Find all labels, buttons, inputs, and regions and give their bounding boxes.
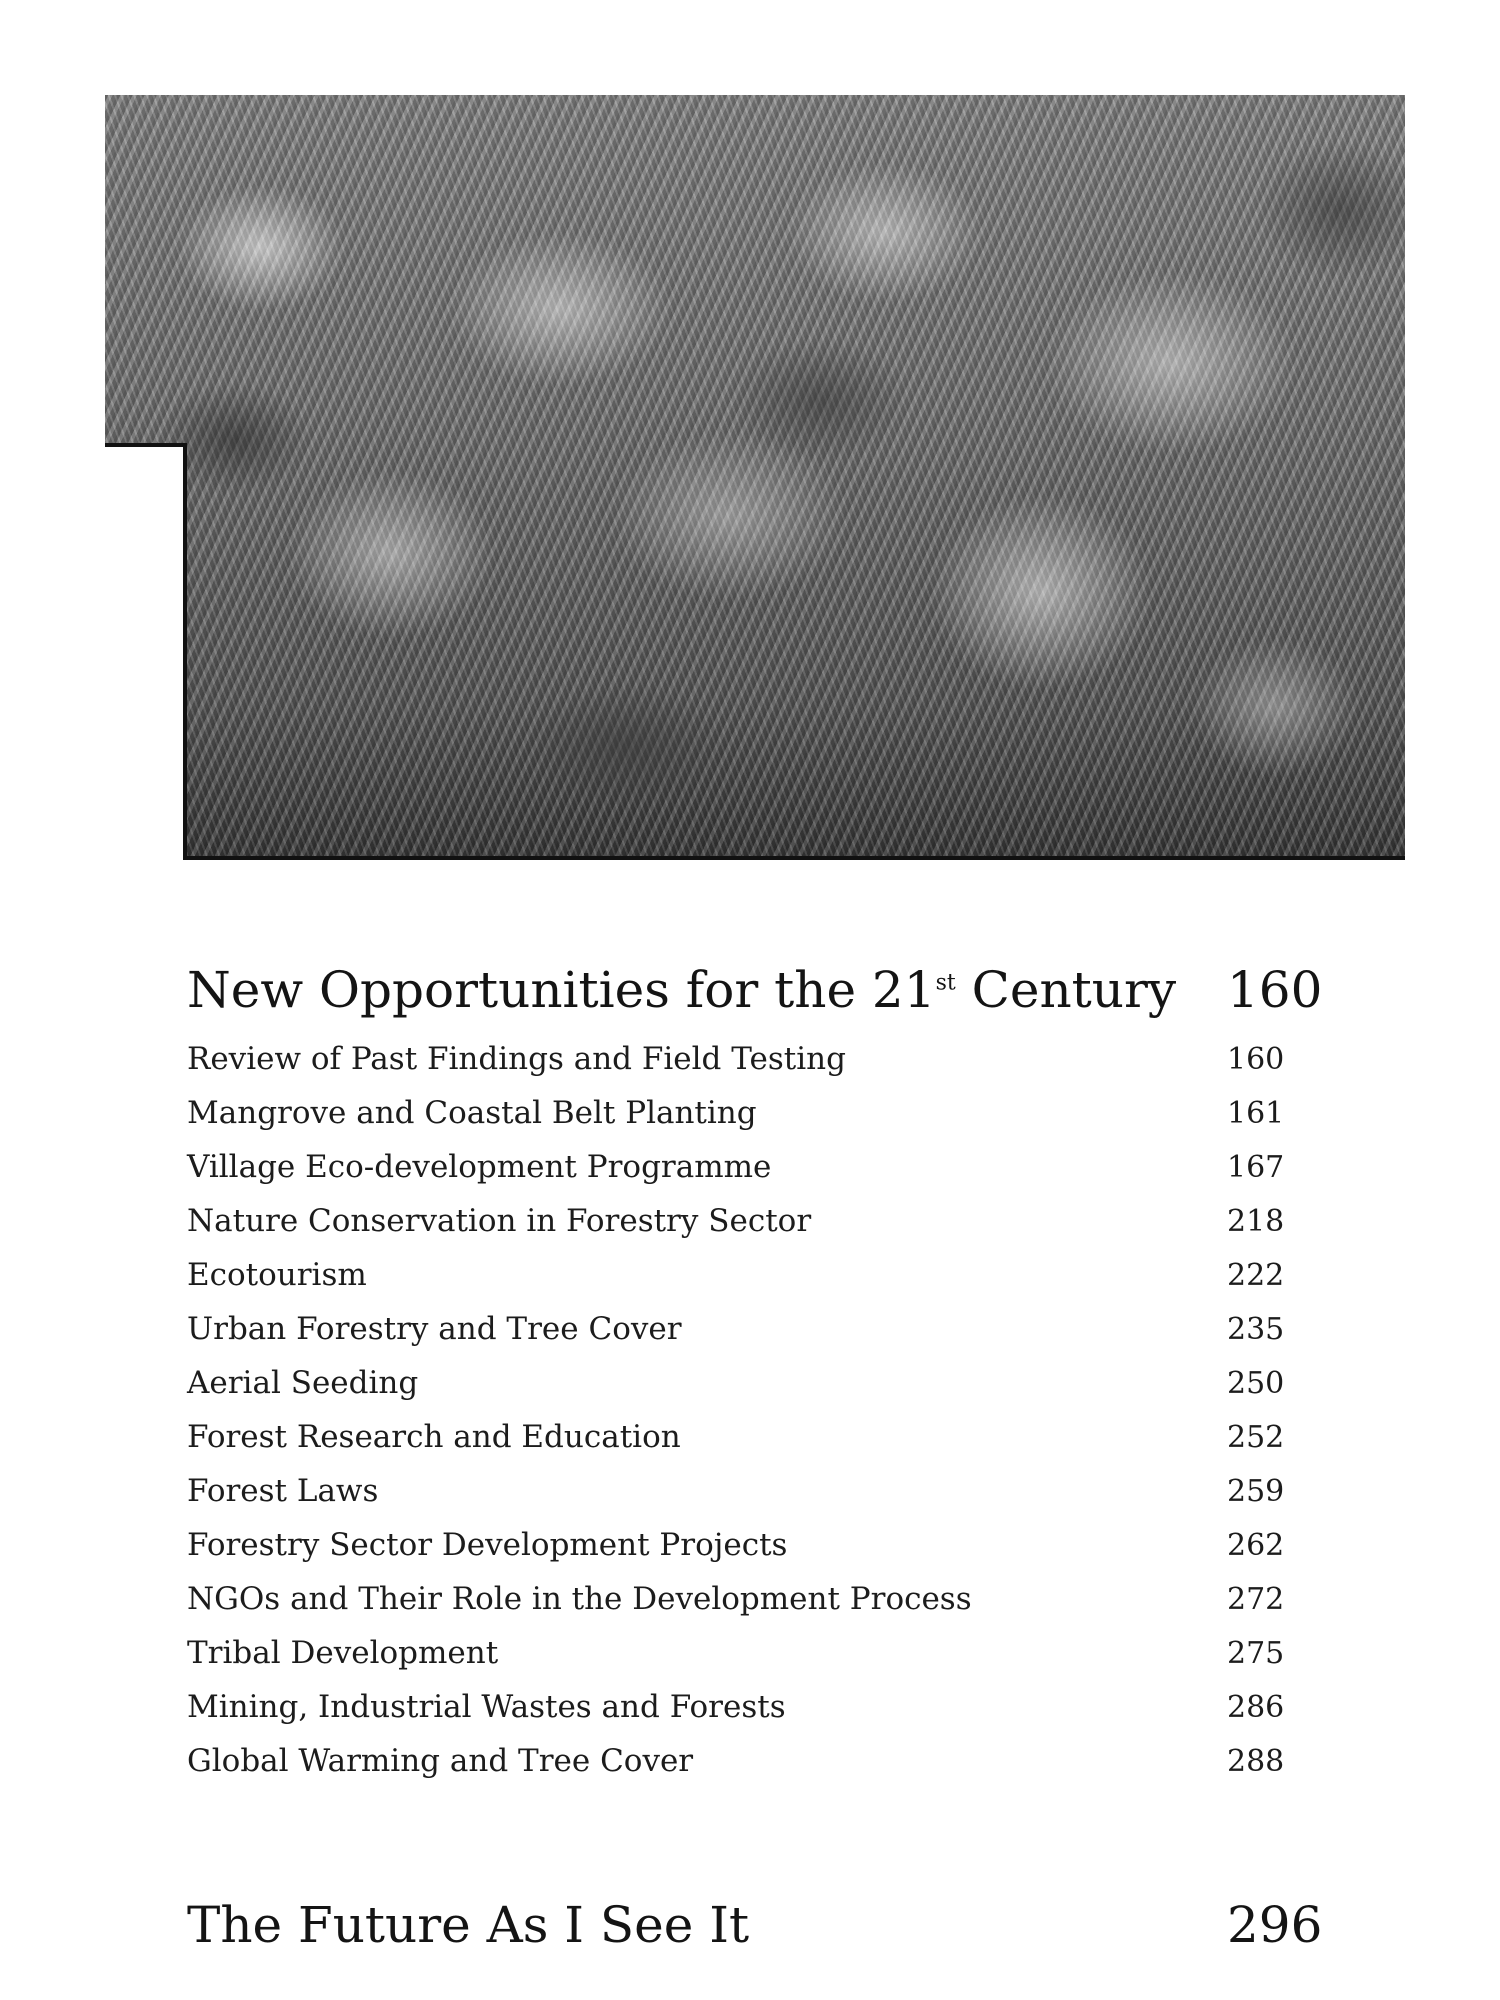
toc-entry[interactable] bbox=[187, 1032, 1337, 1086]
toc-entry-page: 235 bbox=[1227, 1312, 1285, 1347]
toc-entry-page: 160 bbox=[1227, 1042, 1285, 1077]
forest-photo bbox=[105, 95, 1405, 860]
toc-entry[interactable] bbox=[187, 1680, 1337, 1734]
toc-entry-page: 262 bbox=[1227, 1528, 1285, 1563]
photo-border bbox=[105, 443, 187, 447]
toc-entry-label: Aerial Seeding bbox=[187, 1365, 419, 1401]
toc-entry[interactable] bbox=[187, 1626, 1337, 1680]
section-title: New Opportunities for the 21st Century bbox=[187, 961, 1177, 1019]
section-page-number: 160 bbox=[1227, 961, 1323, 1019]
toc-entry[interactable] bbox=[187, 1356, 1337, 1410]
toc-entry[interactable] bbox=[187, 1518, 1337, 1572]
toc-entry-label: Urban Forestry and Tree Cover bbox=[187, 1311, 682, 1347]
toc-entry-page: 275 bbox=[1227, 1636, 1285, 1671]
toc-section-heading[interactable] bbox=[187, 1895, 1337, 1955]
toc-entry-page: 161 bbox=[1227, 1096, 1285, 1131]
toc-entry-label: Mining, Industrial Wastes and Forests bbox=[187, 1689, 786, 1725]
photo-border bbox=[185, 856, 1405, 860]
toc-entry-label: Review of Past Findings and Field Testing bbox=[187, 1041, 846, 1077]
table-of-contents bbox=[187, 960, 1337, 1954]
toc-entry[interactable] bbox=[187, 1140, 1337, 1194]
toc-entry-page: 218 bbox=[1227, 1204, 1285, 1239]
toc-entry-page: 167 bbox=[1227, 1150, 1285, 1185]
toc-entry-label: NGOs and Their Role in the Development Process bbox=[187, 1581, 972, 1617]
toc-entry-label: Global Warming and Tree Cover bbox=[187, 1743, 694, 1779]
toc-entry-page: 288 bbox=[1227, 1744, 1285, 1779]
toc-entry[interactable] bbox=[187, 1734, 1337, 1788]
toc-entry[interactable] bbox=[187, 1572, 1337, 1626]
toc-entry[interactable] bbox=[187, 1464, 1337, 1518]
section-title: The Future As I See It bbox=[187, 1896, 750, 1954]
toc-entry-page: 222 bbox=[1227, 1258, 1285, 1293]
toc-entry[interactable] bbox=[187, 1086, 1337, 1140]
toc-entry[interactable] bbox=[187, 1302, 1337, 1356]
toc-entry-page: 250 bbox=[1227, 1366, 1285, 1401]
toc-entry-label: Tribal Development bbox=[187, 1635, 499, 1671]
section-page-number: 296 bbox=[1227, 1896, 1323, 1954]
toc-entry-label: Mangrove and Coastal Belt Planting bbox=[187, 1095, 757, 1131]
toc-entry[interactable] bbox=[187, 1248, 1337, 1302]
photo-border bbox=[183, 443, 187, 860]
toc-entry-label: Village Eco-development Programme bbox=[187, 1149, 772, 1185]
toc-entry-page: 252 bbox=[1227, 1420, 1285, 1455]
toc-entry-label: Forestry Sector Development Projects bbox=[187, 1527, 788, 1563]
toc-entry-label: Ecotourism bbox=[187, 1257, 367, 1293]
toc-entry-page: 259 bbox=[1227, 1474, 1285, 1509]
toc-entry[interactable] bbox=[187, 1194, 1337, 1248]
toc-entry-list bbox=[187, 1032, 1337, 1788]
toc-entry-page: 286 bbox=[1227, 1690, 1285, 1725]
toc-entry-page: 272 bbox=[1227, 1582, 1285, 1617]
toc-entry-label: Nature Conservation in Forestry Sector bbox=[187, 1203, 812, 1239]
toc-entry-label: Forest Laws bbox=[187, 1473, 379, 1509]
toc-entry[interactable] bbox=[187, 1410, 1337, 1464]
toc-entry-label: Forest Research and Education bbox=[187, 1419, 681, 1455]
toc-section-heading[interactable] bbox=[187, 960, 1337, 1020]
